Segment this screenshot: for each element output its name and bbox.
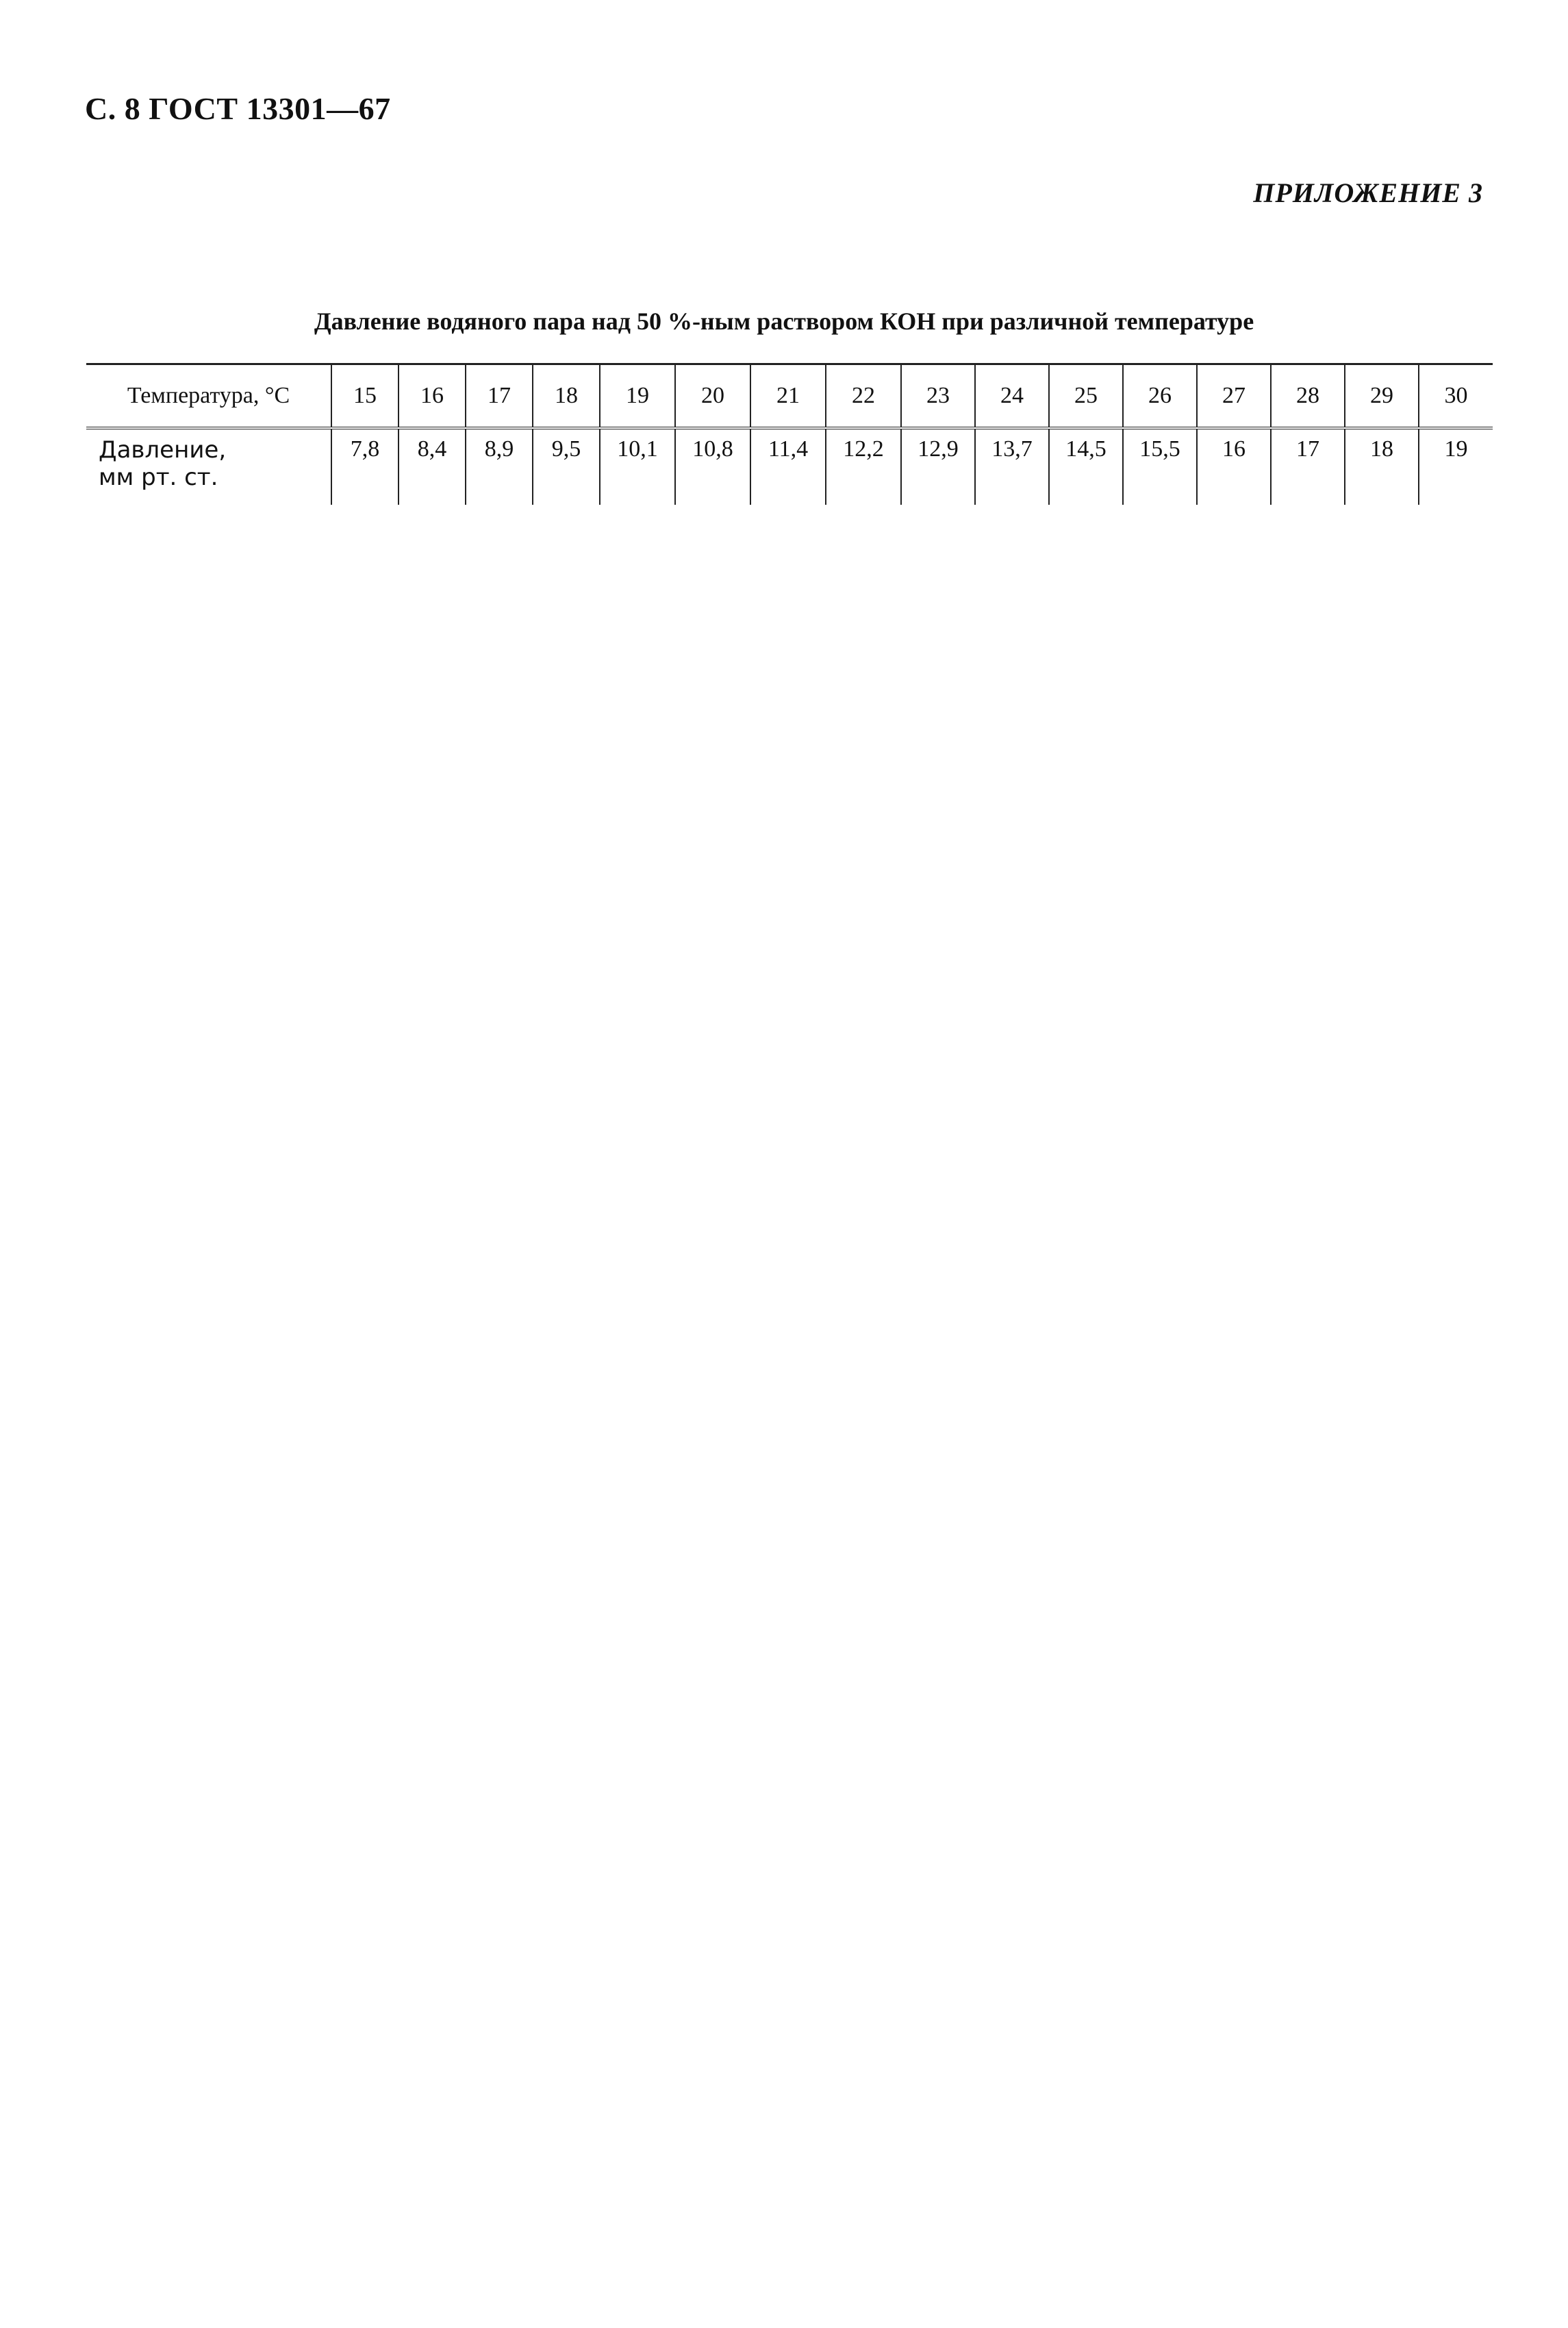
temperature-cell: 26 — [1123, 364, 1197, 429]
pressure-cell: 16 — [1197, 428, 1271, 505]
temperature-row — [86, 364, 1493, 429]
temperature-cell: 30 — [1419, 364, 1493, 429]
appendix-label: ПРИЛОЖЕНИЕ 3 — [1253, 177, 1483, 208]
table-title: Давление водяного пара над 50 %-ным раствором КОН при различной температуре — [314, 308, 1254, 335]
pressure-cell: 14,5 — [1049, 428, 1123, 505]
pressure-table — [86, 363, 1493, 505]
temperature-label: Температура, °С — [86, 364, 331, 429]
temperature-cell: 23 — [901, 364, 975, 429]
temperature-cell: 22 — [826, 364, 901, 429]
pressure-cell: 7,8 — [331, 428, 399, 505]
pressure-cell: 10,8 — [675, 428, 750, 505]
pressure-label — [86, 428, 331, 505]
pressure-cell: 9,5 — [533, 428, 600, 505]
temperature-cell: 29 — [1345, 364, 1419, 429]
page-header: С. 8 ГОСТ 13301—67 — [85, 91, 391, 126]
temperature-cell: 19 — [600, 364, 675, 429]
pressure-cell: 8,9 — [466, 428, 533, 505]
temperature-cell: 25 — [1049, 364, 1123, 429]
pressure-cell: 10,1 — [600, 428, 675, 505]
temperature-cell: 28 — [1271, 364, 1345, 429]
temperature-cell: 15 — [331, 364, 399, 429]
pressure-label-line2: мм рт. ст. — [99, 464, 218, 491]
pressure-row — [86, 428, 1493, 505]
pressure-cell: 13,7 — [975, 428, 1049, 505]
pressure-cell: 12,2 — [826, 428, 901, 505]
pressure-cell: 15,5 — [1123, 428, 1197, 505]
pressure-cell: 17 — [1271, 428, 1345, 505]
pressure-cell: 8,4 — [399, 428, 466, 505]
temperature-cell: 27 — [1197, 364, 1271, 429]
pressure-cell: 18 — [1345, 428, 1419, 505]
temperature-cell: 17 — [466, 364, 533, 429]
temperature-cell: 21 — [750, 364, 826, 429]
pressure-cell: 12,9 — [901, 428, 975, 505]
pressure-cell: 19 — [1419, 428, 1493, 505]
temperature-cell: 18 — [533, 364, 600, 429]
pressure-cell: 11,4 — [750, 428, 826, 505]
temperature-cell: 24 — [975, 364, 1049, 429]
pressure-label-line1: Давление, — [99, 436, 227, 464]
temperature-cell: 20 — [675, 364, 750, 429]
temperature-cell: 16 — [399, 364, 466, 429]
